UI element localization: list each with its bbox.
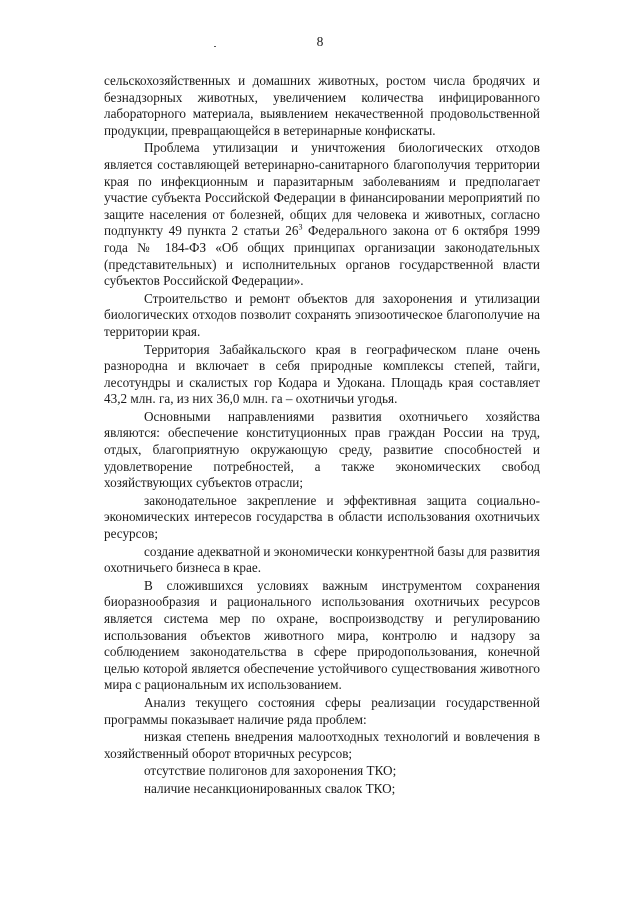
paragraph-text-tail: Федерального закона от 6 октября 1999 года № 184-ФЗ «Об общих принципах организации законодательных (представительных) и исполнительных органов государственной власти субъектов Российской Федерации».: [104, 223, 541, 289]
list-item: отсутствие полигонов для захоронения ТКО;: [144, 763, 397, 779]
paragraph: Анализ текущего состояния сферы реализации государственной программы показывает наличие ряда проблем:: [104, 694, 540, 727]
paragraph-text: Проблема утилизации и уничтожения биологических отходов является составляющей ветеринарно-санитарного благополучия территории края по инфекционным и паразитарным заболеваниям и предполагает участие субъекта Российской Федерации в финансировании мероприятий по защите населения от болезней, общих для человека и животных, согласно подпункту 49 пункта 2 статьи 26: [104, 140, 540, 239]
paragraph: законодательное закрепление и эффективная защита социально-экономических интересов государства в области использования охотничьих ресурсов;: [104, 492, 540, 542]
paragraph: создание адекватной и экономически конкурентной базы для развития охотничьего бизнеса в крае.: [104, 543, 540, 576]
scan-speck: [214, 46, 216, 47]
page-number: 8: [316, 34, 324, 49]
paragraph: Основными направлениями развития охотничьего хозяйства являются: обеспечение конституционных прав граждан России на труд, отдых, благоприятную окружающую среду, развитие способностей и удовлетворение потребностей, а также экономических свобод хозяйствующих субъектов отрасли;: [104, 408, 540, 491]
list-item: низкая степень внедрения малоотходных технологий и вовлечения в хозяйственный оборот вторичных ресурсов;: [104, 729, 540, 761]
paragraph: [104, 140, 540, 289]
paragraph: сельскохозяйственных и домашних животных, ростом числа бродячих и безнадзорных животных, увеличением количества инфицированного лабораторного материала, выявлением некачественной продовольственной продукции, превращающейся в ветеринарные конфискаты.: [104, 73, 540, 138]
footnote-superscript: 3: [298, 222, 303, 232]
paragraph: Территория Забайкальского края в географическом плане очень разнородна и включает в себя природные комплексы степей, тайги, лесотундры и скалистых гор Кодара и Удокана. Площадь края составляет 43,2 млн. га, из них 36,0 млн. га – охотничьи угодья.: [104, 341, 540, 407]
list-item: наличие несанкционированных свалок ТКО;: [144, 780, 396, 796]
paragraph: Строительство и ремонт объектов для захоронения и утилизации биологических отходов позволит сохранять эпизоотическое благополучие на территории края.: [104, 290, 540, 339]
document-body: [104, 73, 540, 798]
paragraph: В сложившихся условиях важным инструментом сохранения биоразнообразия и рационального использования охотничьих ресурсов является система мер по охране, воспроизводству и регулированию использования объектов животного мира, контролю и надзору за соблюдением законодательства в сфере природопользования, конечной целью которой является обеспечение устойчивого существования животного мира с рациональным их использованием.: [104, 577, 540, 693]
